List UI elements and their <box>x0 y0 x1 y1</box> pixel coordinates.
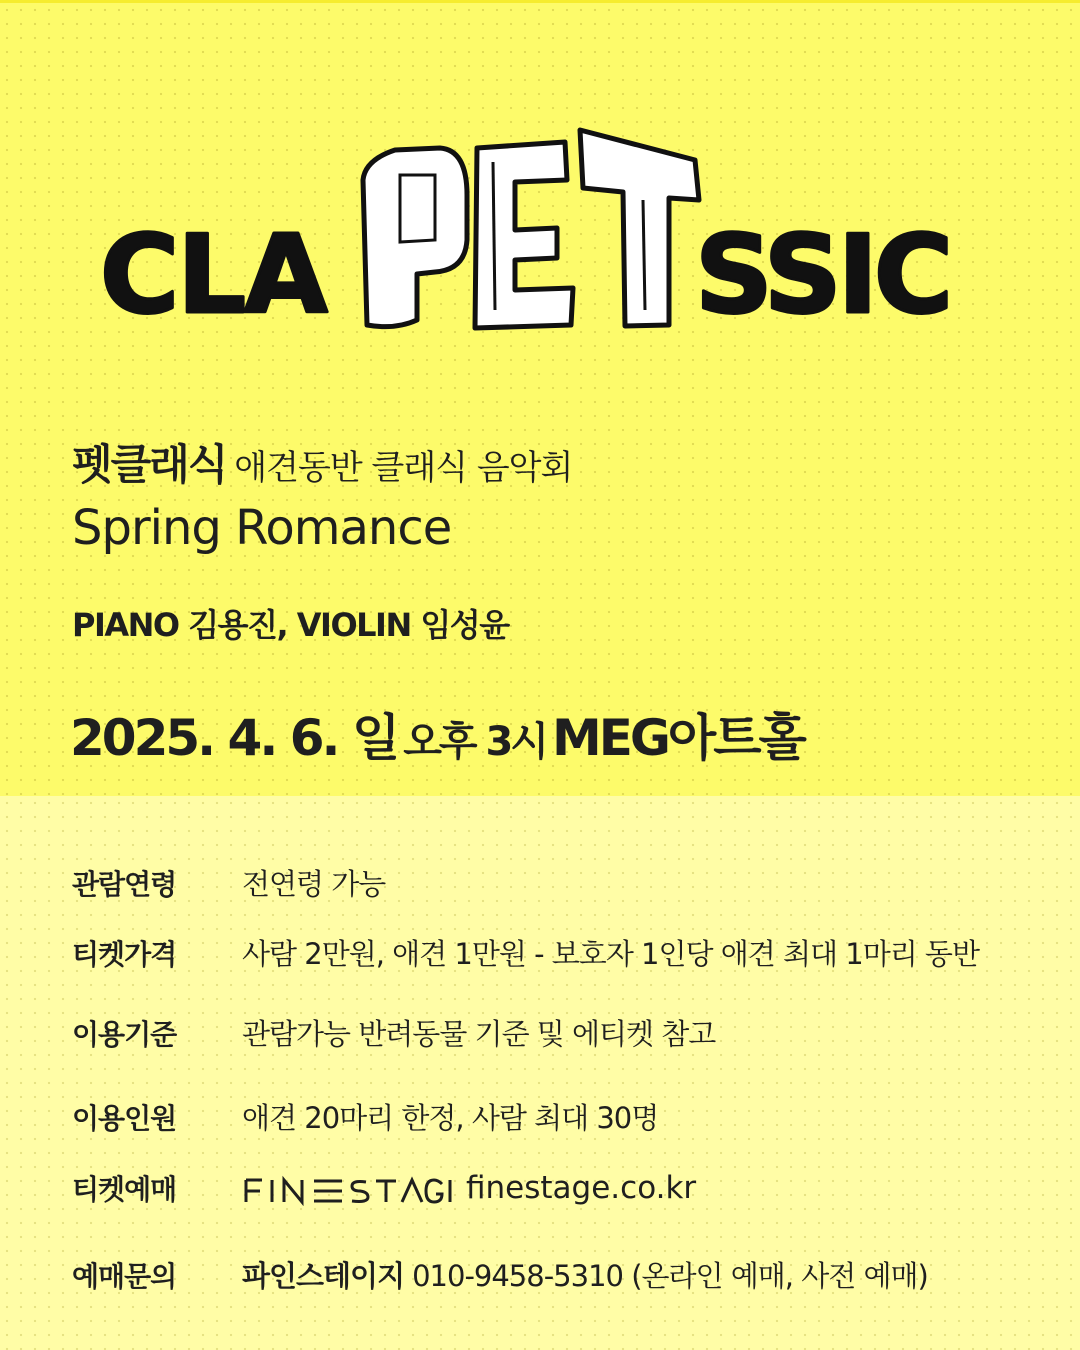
info-label-inquiry: 예매문의 <box>72 1259 177 1293</box>
info-value-criteria: 관람가능 반려동물 기준 및 에티켓 참고 <box>242 1017 716 1051</box>
logo-text-cla: CLA <box>100 213 326 338</box>
info-row-capacity <box>72 1096 658 1137</box>
logo-letter-e-shape <box>475 142 573 328</box>
event-date-line <box>70 698 804 770</box>
info-label-booking: 티켓예매 <box>72 1173 177 1206</box>
clapetssic-logo <box>95 120 985 340</box>
logo-text-ssic: SSIC <box>695 213 950 338</box>
info-row-booking <box>72 1168 696 1208</box>
info-label-criteria: 이용기준 <box>72 1017 177 1051</box>
event-venue: MEG아트홀 <box>551 709 804 767</box>
event-title: 펫클래식 <box>72 440 227 489</box>
event-title-sub: 애견동반 클래식 음악회 <box>234 448 573 488</box>
finestage-logo <box>242 1174 452 1206</box>
info-value-booking <box>242 1170 696 1206</box>
event-date: 2025. 4. 6. 일 <box>70 709 398 767</box>
event-time: 오후 3시 <box>403 719 546 765</box>
inquiry-company: 파인스테이지 <box>242 1259 405 1293</box>
booking-url[interactable]: finestage.co.kr <box>466 1170 697 1206</box>
info-value-price: 사람 2만원, 애견 1만원 - 보호자 1인당 애견 최대 1마리 동반 <box>242 937 979 971</box>
info-row-price <box>72 932 979 973</box>
info-value-age: 전연령 가능 <box>242 867 386 901</box>
info-row-age <box>72 862 385 903</box>
info-label-price: 티켓가격 <box>72 937 177 971</box>
info-label-age: 관람연령 <box>72 867 177 901</box>
inquiry-phone: 010-9458-5310 (온라인 예매, 사전 예매) <box>412 1259 928 1293</box>
info-row-inquiry <box>72 1254 928 1295</box>
event-title-line <box>72 432 572 492</box>
info-value-inquiry <box>242 1254 928 1295</box>
event-subtitle: Spring Romance <box>72 500 452 556</box>
info-label-capacity: 이용인원 <box>72 1101 177 1135</box>
logo-letter-t-shape <box>580 130 699 326</box>
info-row-criteria <box>72 1012 715 1053</box>
performers: PIANO 김용진, VIOLIN 임성윤 <box>72 606 509 644</box>
info-value-capacity: 애견 20마리 한정, 사람 최대 30명 <box>242 1101 659 1135</box>
